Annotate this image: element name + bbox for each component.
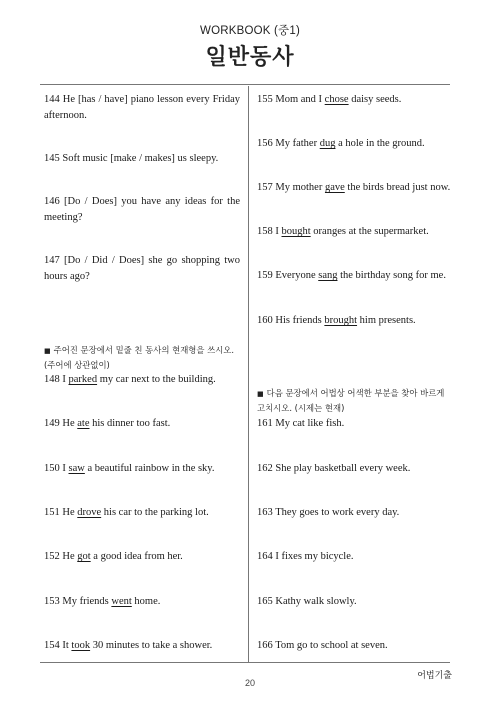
question-text: I [62,463,69,474]
underlined-verb: took [71,640,91,651]
question-162 [257,461,452,477]
question-number: 162 [257,463,273,474]
question-number: 163 [257,507,273,518]
question-165 [257,594,452,610]
question-number: 152 [44,551,60,562]
question-159 [257,268,452,284]
question-number: 158 [257,226,273,237]
question-147 [44,253,240,285]
question-number: 154 [44,640,60,651]
section-label: 어법기출 [417,671,452,681]
question-number: 161 [257,418,273,429]
square-bullet-icon: ■ [257,390,264,398]
question-text: oranges at the supermarket. [310,226,429,237]
question-148 [44,372,240,388]
question-number: 146 [44,196,60,207]
question-text: He [62,418,78,429]
page-number: 20 [244,678,255,688]
question-144 [44,92,240,124]
question-text: His friends [275,315,325,326]
question-146 [44,194,240,226]
underlined-verb: parked [68,374,98,385]
underlined-verb: dug [319,138,336,149]
question-149 [44,416,240,432]
question-text: She play basketball every week. [275,463,411,474]
question-text: Everyone [275,270,319,281]
instruction-line2: 고치시오. (시제는 현재) [257,403,345,413]
question-text: Soft music [make / makes] us sleepy. [62,153,219,164]
question-number: 165 [257,596,273,607]
question-text: I fixes my bicycle. [275,551,354,562]
instruction-fix-error [257,386,457,415]
question-text: Mom and I [275,94,325,105]
question-number: 147 [44,255,60,266]
question-number: 145 [44,153,60,164]
question-text: My friends [62,596,112,607]
question-number: 164 [257,551,273,562]
question-number: 148 [44,374,60,385]
underlined-verb: went [111,596,132,607]
question-text: a good idea from her. [90,551,183,562]
question-text: He [62,551,78,562]
question-150 [44,461,240,477]
question-text: a hole in the ground. [335,138,425,149]
question-154 [44,638,240,654]
question-text: I [62,374,69,385]
instruction-line1: 다음 문장에서 어법상 어색한 부분을 찾아 바르게 [266,388,445,398]
question-number: 149 [44,418,60,429]
question-163 [257,505,452,521]
question-152 [44,549,240,565]
question-number: 157 [257,182,273,193]
question-text: My mother [275,182,325,193]
question-160 [257,313,452,329]
question-153 [44,594,240,610]
question-text: It [62,640,72,651]
question-157 [257,180,452,196]
question-text: He [has / have] piano lesson every Friday afternoon. [44,94,241,121]
question-text: [Do / Did / Does] she go shopping two hours ago? [44,255,240,282]
question-145 [44,151,240,167]
question-number: 144 [44,94,60,105]
underlined-verb: sang [318,270,338,281]
question-number: 150 [44,463,60,474]
question-text: daisy seeds. [348,94,402,105]
square-bullet-icon: ■ [44,347,51,355]
question-161 [257,416,452,432]
question-166 [257,638,452,654]
question-text: his car to the parking lot. [101,507,209,518]
question-text: [Do / Does] you have any ideas for the meeting? [44,196,241,223]
question-text: 30 minutes to take a shower. [90,640,213,651]
question-text: They goes to work every day. [275,507,400,518]
instruction-line2: (주어에 상관없이) [44,360,110,370]
instruction-line1: 주어진 문장에서 밑줄 친 동사의 현재형을 쓰시오. [53,345,235,355]
question-text: the birthday song for me. [337,270,446,281]
question-158 [257,224,452,240]
workbook-label: WORKBOOK (중1) [200,25,300,37]
question-text: a beautiful rainbow in the sky. [84,463,215,474]
column-divider [248,86,249,662]
question-text: My father [275,138,320,149]
underlined-verb: saw [68,463,85,474]
underlined-verb: ate [77,418,90,429]
question-number: 160 [257,315,273,326]
bottom-dashed-rule [40,662,450,663]
top-dashed-rule [40,84,450,85]
question-text: home. [131,596,161,607]
question-number: 151 [44,507,60,518]
underlined-verb: drove [77,507,102,518]
question-155 [257,92,452,108]
question-text: Kathy walk slowly. [275,596,357,607]
page-title: 일반동사 [205,45,295,70]
question-number: 166 [257,640,273,651]
question-156 [257,136,452,152]
question-number: 156 [257,138,273,149]
instruction-present-form [44,343,244,372]
question-text: He [62,507,78,518]
underlined-verb: chose [324,94,349,105]
question-text: his dinner too fast. [89,418,171,429]
question-text: my car next to the building. [97,374,216,385]
question-text: I [275,226,282,237]
underlined-verb: got [77,551,91,562]
question-number: 153 [44,596,60,607]
question-text: the birds bread just now. [344,182,451,193]
question-164 [257,549,452,565]
underlined-verb: bought [281,226,311,237]
question-number: 159 [257,270,273,281]
question-number: 155 [257,94,273,105]
question-text: My cat like fish. [275,418,345,429]
question-text: Tom go to school at seven. [275,640,388,651]
underlined-verb: gave [324,182,345,193]
question-text: him presents. [357,315,416,326]
underlined-verb: brought [324,315,358,326]
question-151 [44,505,240,521]
